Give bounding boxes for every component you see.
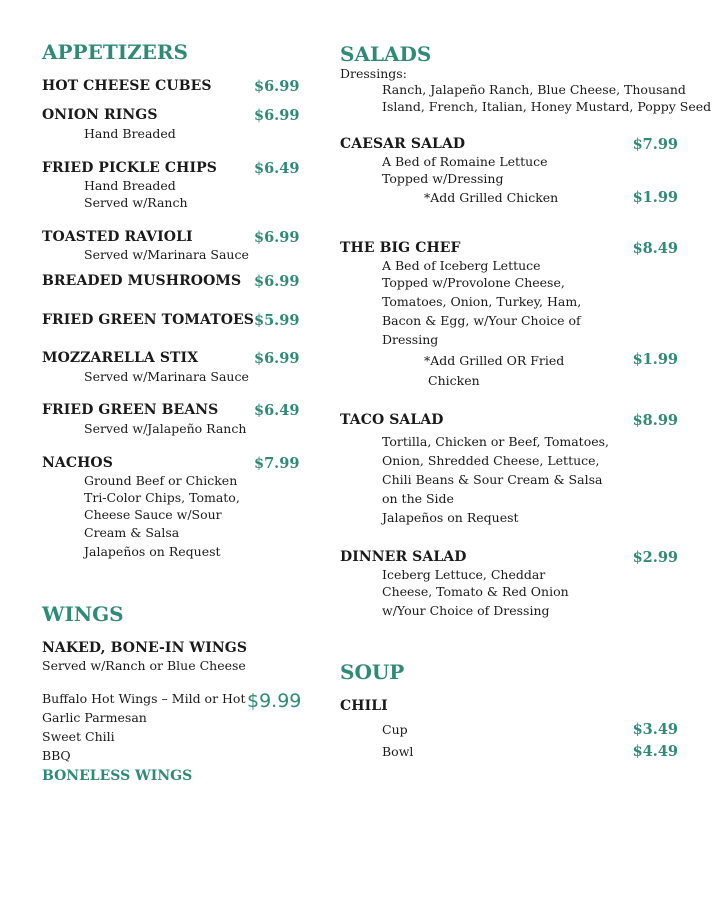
desc-dinner-salad: Cheese, Tomato & Red Onion	[382, 584, 569, 599]
desc-fried-pickle-chips: Hand Breaded	[84, 178, 176, 193]
price-taco-salad: $8.99	[632, 412, 678, 429]
desc-taco-salad: Tortilla, Chicken or Beef, Tomatoes,	[382, 434, 610, 449]
dressings-list: Island, French, Italian, Honey Mustard, Poppy Seed	[382, 99, 712, 114]
chili-cup-label: Cup	[382, 722, 408, 737]
desc-big-chef: A Bed of Iceberg Lettuce	[382, 258, 541, 273]
price-chili-cup: $3.49	[632, 721, 678, 738]
desc-dinner-salad: Iceberg Lettuce, Cheddar	[382, 567, 546, 582]
desc-dinner-salad: w/Your Choice of Dressing	[382, 603, 550, 618]
item-nachos: NACHOS	[42, 455, 113, 471]
price-breaded-mushrooms: $6.99	[254, 273, 300, 290]
price-fried-pickle-chips: $6.49	[254, 160, 300, 177]
price-mozzarella-stix: $6.99	[254, 350, 300, 367]
desc-taco-salad: Jalapeños on Request	[382, 510, 519, 525]
item-fried-green-tomatoes: FRIED GREEN TOMATOES	[42, 312, 255, 328]
price-big-chef-addon: $1.99	[632, 351, 678, 368]
boneless-wings-heading: BONELESS WINGS	[42, 768, 193, 784]
price-caesar-addon: $1.99	[632, 189, 678, 206]
item-hot-cheese-cubes: HOT CHEESE CUBES	[42, 78, 212, 94]
desc-big-chef: Dressing	[382, 332, 439, 347]
wings-heading: WINGS	[42, 602, 124, 626]
dressings-label: Dressings:	[340, 66, 407, 81]
desc-naked-bone-in-wings: Served w/Ranch or Blue Cheese	[42, 658, 246, 673]
desc-nachos: Tri-Color Chips, Tomato,	[84, 490, 240, 505]
item-chili: CHILI	[340, 698, 388, 714]
desc-toasted-ravioli: Served w/Marinara Sauce	[84, 247, 249, 262]
desc-caesar-salad: A Bed of Romaine Lettuce	[382, 154, 548, 169]
desc-taco-salad: Chili Beans & Sour Cream & Salsa	[382, 472, 603, 487]
item-onion-rings: ONION RINGS	[42, 107, 158, 123]
desc-onion-rings: Hand Breaded	[84, 126, 176, 141]
desc-nachos: Cream & Salsa	[84, 525, 180, 540]
wing-flavor: Sweet Chili	[42, 729, 115, 744]
item-taco-salad: TACO SALAD	[340, 412, 444, 428]
desc-big-chef: Tomatoes, Onion, Turkey, Ham,	[382, 294, 582, 309]
chili-bowl-label: Bowl	[382, 744, 414, 759]
price-wings: $9.99	[247, 690, 302, 712]
desc-nachos: Cheese Sauce w/Sour	[84, 507, 222, 522]
price-toasted-ravioli: $6.99	[254, 229, 300, 246]
desc-nachos: Jalapeños on Request	[84, 544, 221, 559]
price-fried-green-tomatoes: $5.99	[254, 312, 300, 329]
price-onion-rings: $6.99	[254, 107, 300, 124]
desc-taco-salad: Onion, Shredded Cheese, Lettuce,	[382, 453, 600, 468]
item-mozzarella-stix: MOZZARELLA STIX	[42, 350, 199, 366]
desc-big-chef: Bacon & Egg, w/Your Choice of	[382, 313, 581, 328]
item-dinner-salad: DINNER SALAD	[340, 549, 467, 565]
appetizers-heading: APPETIZERS	[42, 40, 188, 64]
desc-caesar-salad: Topped w/Dressing	[382, 171, 504, 186]
item-toasted-ravioli: TOASTED RAVIOLI	[42, 229, 193, 245]
price-big-chef: $8.49	[632, 240, 678, 257]
desc-mozzarella-stix: Served w/Marinara Sauce	[84, 369, 249, 384]
price-hot-cheese-cubes: $6.99	[254, 78, 300, 95]
desc-taco-salad: on the Side	[382, 491, 454, 506]
desc-nachos: Ground Beef or Chicken	[84, 473, 238, 488]
dressings-list: Ranch, Jalapeño Ranch, Blue Cheese, Thousand	[382, 82, 686, 97]
addon-big-chef: *Add Grilled OR Fried	[424, 353, 565, 368]
price-caesar-salad: $7.99	[632, 136, 678, 153]
price-fried-green-beans: $6.49	[254, 402, 300, 419]
wing-flavor: Garlic Parmesan	[42, 710, 147, 725]
addon-big-chef: Chicken	[428, 373, 480, 388]
item-fried-pickle-chips: FRIED PICKLE CHIPS	[42, 160, 217, 176]
item-big-chef: THE BIG CHEF	[340, 240, 461, 256]
price-dinner-salad: $2.99	[632, 549, 678, 566]
desc-fried-green-beans: Served w/Jalapeño Ranch	[84, 421, 247, 436]
item-caesar-salad: CAESAR SALAD	[340, 136, 466, 152]
wing-flavor: BBQ	[42, 748, 71, 763]
item-fried-green-beans: FRIED GREEN BEANS	[42, 402, 219, 418]
soup-heading: SOUP	[340, 660, 405, 684]
item-naked-bone-in-wings: NAKED, BONE-IN WINGS	[42, 640, 248, 656]
item-breaded-mushrooms: BREADED MUSHROOMS	[42, 273, 242, 289]
wing-flavor: Buffalo Hot Wings – Mild or Hot	[42, 691, 246, 706]
salads-heading: SALADS	[340, 42, 432, 66]
desc-fried-pickle-chips: Served w/Ranch	[84, 195, 188, 210]
price-chili-bowl: $4.49	[632, 743, 678, 760]
price-nachos: $7.99	[254, 455, 300, 472]
addon-caesar-salad: *Add Grilled Chicken	[424, 190, 559, 205]
desc-big-chef: Topped w/Provolone Cheese,	[382, 275, 565, 290]
